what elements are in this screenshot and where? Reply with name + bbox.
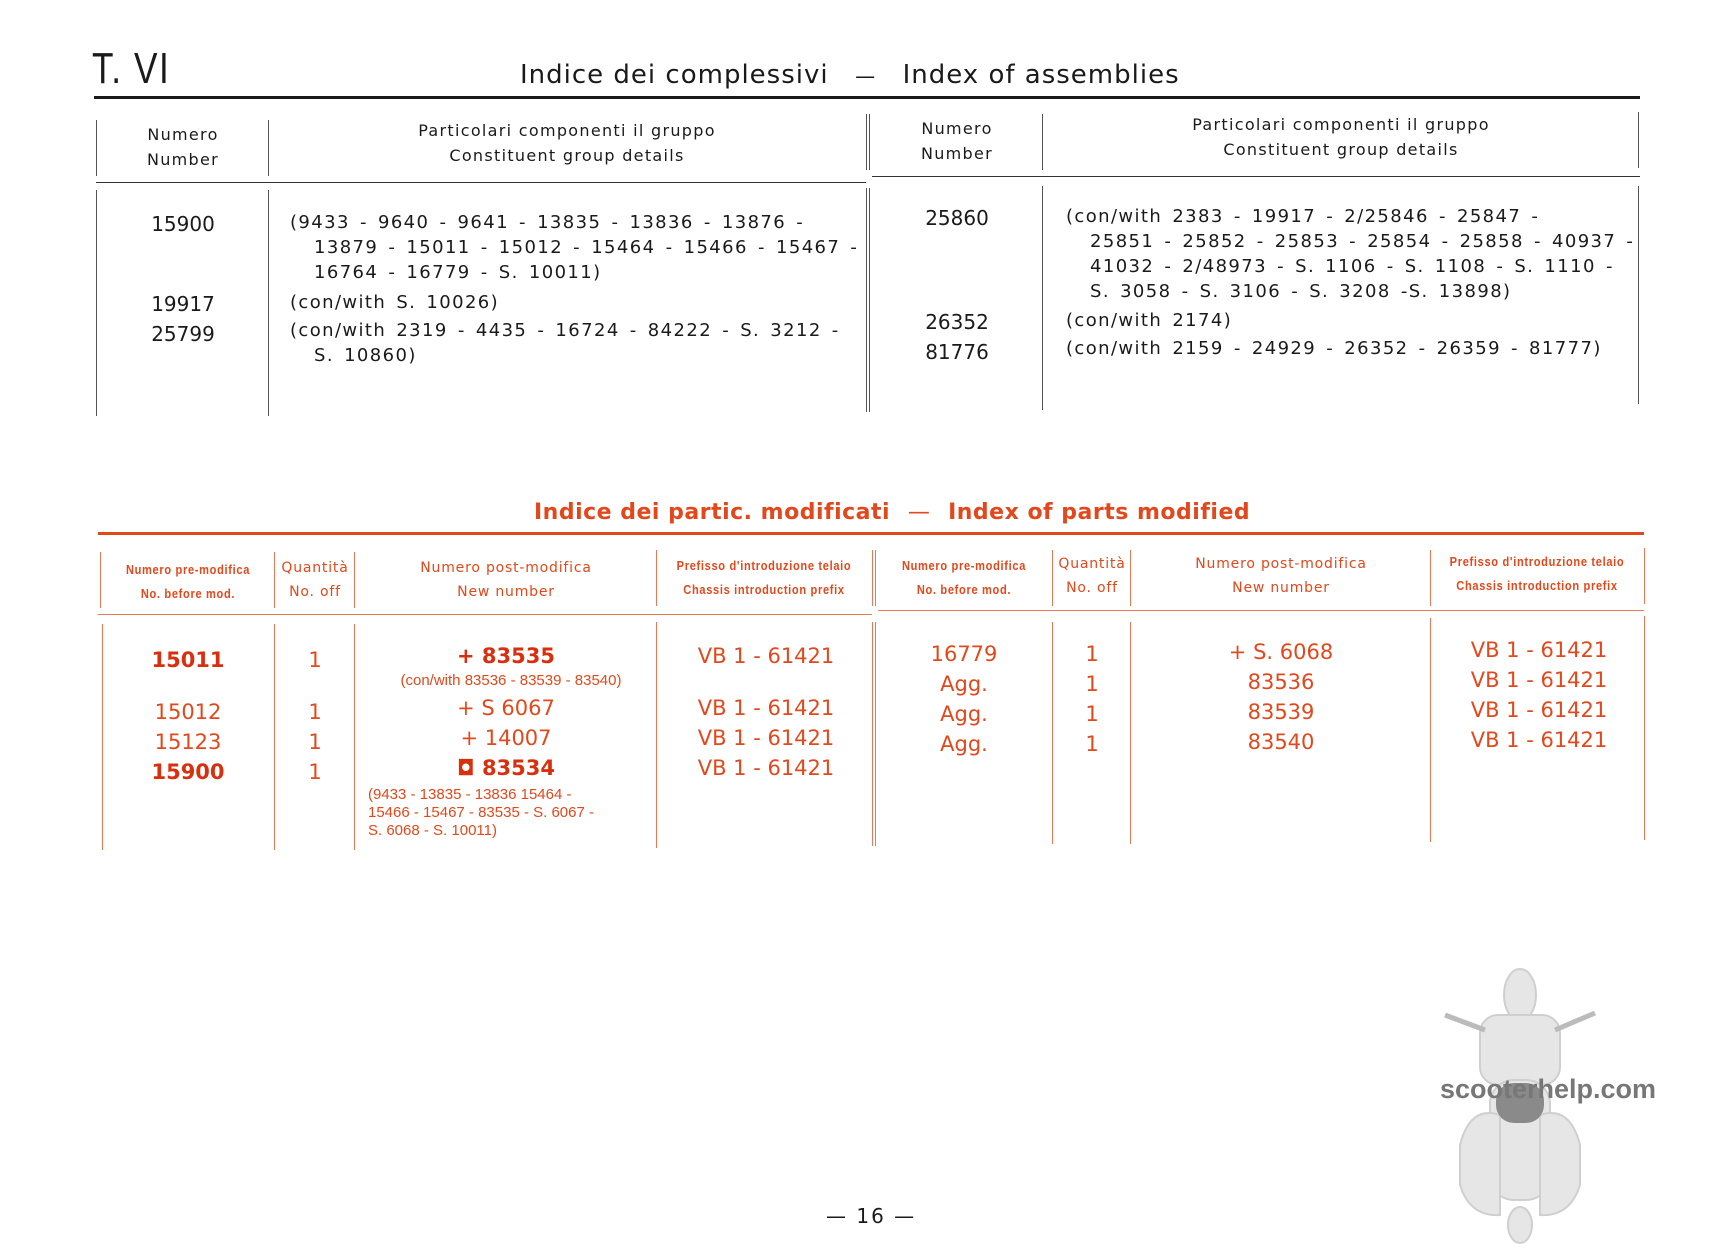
chassis-prefix: VB 1 - 61421 [1470,728,1608,752]
assembly-details [290,290,860,315]
divider [872,176,1640,177]
details-line: 41032 - 2/48973 - S. 1106 - S. 1108 - S. 1110 - [1090,256,1614,277]
divider [96,120,97,176]
col-header-number [100,122,266,172]
note-line: S. 6068 - S. 10011) [368,822,497,839]
modified-title [534,500,1250,525]
table-number: T. VI [92,44,171,93]
assembly-details [290,318,860,368]
before-number: Agg. [940,702,988,726]
col-header-qty [276,556,354,604]
modified-title-it: Indice dei partic. modificati [534,500,891,525]
details-line: S. 3058 - S. 3106 - S. 3208 -S. 13898) [1090,281,1512,302]
divider [1644,548,1645,604]
details-line: (con/with 2159 - 24929 - 26352 - 26359 - 81777) [1066,338,1602,359]
new-number-note [368,786,654,840]
title-separator: — [855,64,877,88]
before-number: 15011 [151,648,225,672]
col-header-details [272,118,862,168]
header-text-it: Numero post-modifica [1195,556,1367,572]
col-header-qty-right [1054,552,1130,600]
header-text-en: New number [457,584,555,600]
divider [354,552,355,608]
divider [1638,112,1639,168]
assembly-number: 81776 [925,340,989,364]
header-text-it: Quantità [1058,556,1126,572]
details-line: (con/with 2383 - 19917 - 2/25846 - 25847 - [1066,206,1540,227]
header-text-en: Number [146,150,220,169]
chassis-prefix: VB 1 - 61421 [1470,668,1608,692]
divider [268,120,269,176]
details-line: 25851 - 25852 - 25853 - 25854 - 25858 - 40937 - [1090,231,1635,252]
modified-top-rule [98,532,1644,535]
details-line: (con/with 2319 - 4435 - 16724 - 84222 - S. 3212 - [290,320,840,341]
col-header-new [358,556,654,604]
assembly-number: 19917 [151,292,215,316]
header-text-it: Numero pre-modifica [125,562,251,577]
new-number: + S. 6068 [1228,640,1334,664]
details-line: (9433 - 9640 - 9641 - 13835 - 13836 - 13876 - [290,212,805,233]
divider [866,114,870,170]
header-text-it: Prefisso d'introduzione telaio [1449,554,1625,569]
divider [1644,616,1645,840]
col-header-before-right [891,554,1037,602]
divider [1052,550,1053,606]
divider [1042,114,1043,170]
qty: 1 [1085,672,1099,696]
header-text-en: No. off [289,584,341,600]
before-number: 15012 [154,700,222,724]
header-text-en: Number [920,144,994,163]
divider [96,182,866,183]
header-text-en: No. before mod. [916,582,1012,597]
col-header-prefix [674,554,854,602]
divider [1430,550,1431,606]
divider [656,550,657,606]
assemblies-title-it: Indice dei complessivi [520,60,829,90]
before-number: 16779 [930,642,998,666]
new-number-note: (con/with 83536 - 83539 - 83540) [400,672,622,689]
assembly-details [1066,308,1636,333]
header-text-en: Constituent group details [449,146,685,165]
note-line: 15466 - 15467 - 83535 - S. 6067 - [368,804,594,821]
divider [268,190,269,416]
divider [872,550,876,606]
details-line: (con/with 2174) [1066,310,1233,331]
chassis-prefix: VB 1 - 61421 [697,696,835,720]
details-line: S. 10860) [314,345,417,366]
chassis-prefix: VB 1 - 61421 [1470,638,1608,662]
header-text-it: Numero pre-modifica [901,558,1027,573]
qty: 1 [308,700,322,724]
details-line: 16764 - 16779 - S. 10011) [314,262,602,283]
qty: 1 [308,730,322,754]
chassis-prefix: VB 1 - 61421 [697,726,835,750]
modified-title-en: Index of parts modified [948,500,1251,525]
chassis-prefix: VB 1 - 61421 [697,756,835,780]
header-text-it: Quantità [281,560,349,576]
divider [656,622,657,848]
header-text-en: Chassis introduction prefix [1456,578,1618,593]
new-number: ◘ 83534 [456,756,556,780]
new-number: 83536 [1247,670,1315,694]
col-header-new-right [1134,552,1428,600]
new-number: 83539 [1247,700,1315,724]
header-text-it: Numero [147,125,219,144]
qty: 1 [308,760,322,784]
qty: 1 [1085,642,1099,666]
divider [872,622,876,846]
header-text-en: Chassis introduction prefix [683,582,845,597]
chassis-prefix: VB 1 - 61421 [697,644,835,668]
divider [274,624,275,850]
header-text-it: Numero post-modifica [420,560,592,576]
new-number: + 14007 [460,726,552,750]
assemblies-title [520,60,1180,90]
divider [1052,622,1053,844]
assemblies-top-rule [94,96,1640,99]
watermark-text: scooterhelp.com [1440,1074,1657,1104]
divider [1130,622,1131,844]
divider [96,190,97,416]
divider [1130,550,1131,606]
header-text-it: Numero [921,119,993,138]
new-number: 83540 [1247,730,1315,754]
new-number: + 83535 [457,644,555,668]
divider [98,614,872,615]
before-number: Agg. [940,672,988,696]
qty: 1 [1085,732,1099,756]
divider [866,188,870,412]
assembly-details [1066,336,1636,361]
header-text-en: New number [1232,580,1330,596]
details-line: 13879 - 15011 - 15012 - 15464 - 15466 - 15467 - [314,237,859,258]
divider [100,552,101,608]
qty: 1 [1085,702,1099,726]
divider [1638,186,1639,404]
assembly-number: 25860 [925,206,989,230]
title-separator: — [907,500,931,525]
header-text-it: Particolari componenti il gruppo [1192,115,1490,134]
divider [354,624,355,850]
qty: 1 [308,648,322,672]
note-line: (9433 - 13835 - 13836 15464 - [368,786,572,803]
page-number: — 16 — [826,1204,917,1228]
col-header-before [117,558,260,606]
divider [102,624,103,850]
assemblies-title-en: Index of assemblies [902,60,1180,90]
before-number: 15900 [151,760,225,784]
assembly-number: 25799 [151,322,215,346]
col-header-number-right [874,116,1040,166]
header-text-en: No. before mod. [140,586,236,601]
assembly-details [1066,204,1636,304]
divider [1430,618,1431,842]
details-line: (con/with S. 10026) [290,292,500,313]
divider [1042,186,1043,410]
assembly-details [290,210,860,285]
new-number: + S 6067 [457,696,555,720]
header-text-en: Constituent group details [1223,140,1459,159]
col-header-prefix-right [1448,550,1627,598]
assembly-number: 26352 [925,310,989,334]
chassis-prefix: VB 1 - 61421 [1470,698,1608,722]
header-text-it: Particolari componenti il gruppo [418,121,716,140]
before-number: 15123 [154,730,222,754]
assembly-number: 15900 [151,212,215,236]
header-text-en: No. off [1066,580,1118,596]
header-text-it: Prefisso d'introduzione telaio [676,558,852,573]
divider [274,552,275,608]
col-header-details-right [1046,112,1636,162]
divider [878,610,1644,611]
before-number: Agg. [940,732,988,756]
